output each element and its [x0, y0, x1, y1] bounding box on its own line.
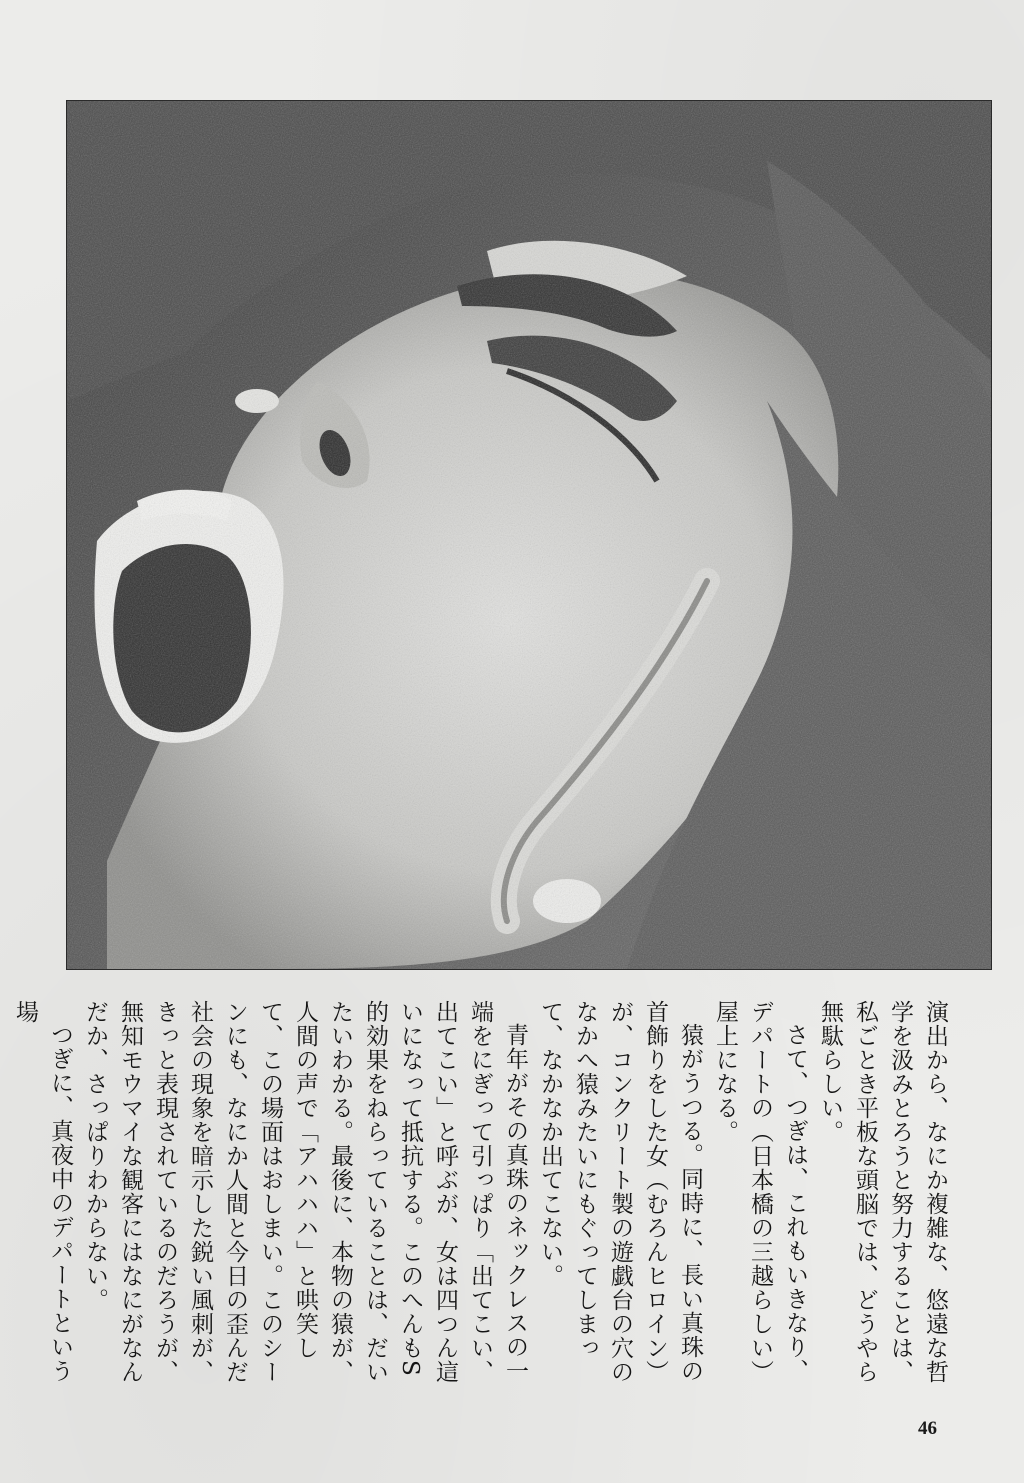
paragraph: 演出から、なにか複雑な、悠遠な哲学を汲みとろうと努力することは、私ごとき平板な頭脳では、どうやら無駄らしい。	[817, 1000, 948, 1384]
article-body-vertical	[12, 1000, 952, 1400]
paragraph: さて、つぎは、これもいきなり、デパートの（日本橋の三越らしい）屋上になる。	[712, 1000, 808, 1384]
face-photo-illustration	[67, 101, 991, 969]
paragraph: つぎに、真夜中のデパートという場	[12, 1000, 73, 1383]
paragraph: 青年がその真珠のネックレスの一端をにぎって引っぱり「出てこい、出てこい」と呼ぶが、女は四つん這いになって抵抗する。このへんもS的効果をねらっていることは、だいたいわかる。最後に、本物の猿が、人間の声で「アハハハ」と哄笑して、この場面はおしまい。このシーンにも、なにか人間と今日の歪んだ社会の現象を暗示した鋭い風刺が、きっと表現されているのだろうが、無知モウマイな観客にはなにがなんだか、さっぱりわからない。	[82, 1000, 528, 1384]
paragraph: 猿がうつる。同時に、長い真珠の首飾りをした女（むろんヒロイン）が、コンクリート製の遊戯台の穴のなかへ猿みたいにもぐってしまって、なかなか出てこない。	[537, 1000, 703, 1384]
page-number: 46	[918, 1418, 937, 1439]
halftone-photograph	[66, 100, 992, 970]
